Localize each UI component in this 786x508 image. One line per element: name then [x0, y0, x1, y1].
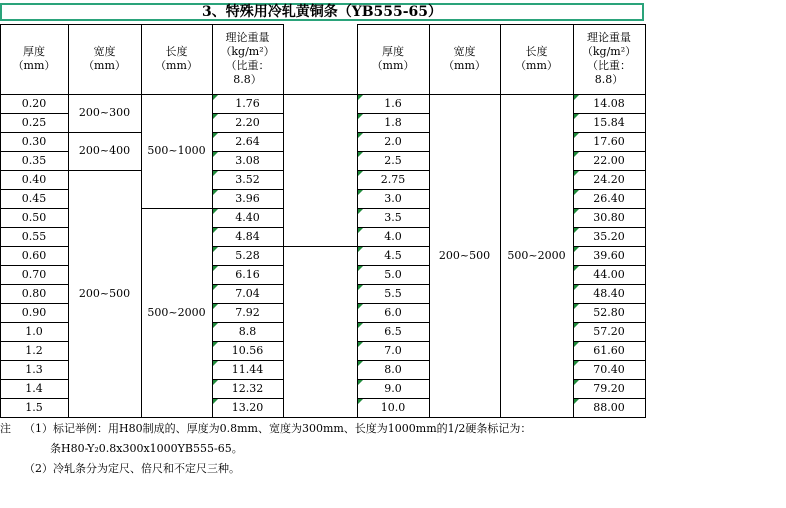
grid-line: [0, 322, 69, 323]
grid-line: [357, 189, 430, 190]
table-cell-weight: 5.28: [235, 248, 260, 262]
table-cell-thickness: 6.5: [384, 324, 402, 338]
grid-line: [573, 303, 646, 304]
grid-line: [0, 113, 69, 114]
table-cell-width-group: 200~500: [438, 248, 491, 262]
comment-marker: [213, 342, 218, 347]
comment-marker: [213, 266, 218, 271]
grid-line: [0, 284, 69, 285]
table-cell-thickness: 0.70: [21, 267, 47, 281]
comment-marker: [358, 304, 363, 309]
note-prefix: 注: [0, 422, 11, 435]
comment-marker: [574, 228, 579, 233]
table-cell-thickness: 2.75: [380, 172, 406, 186]
table-cell-thickness: 1.0: [25, 324, 43, 338]
grid-line: [0, 151, 69, 152]
grid-line: [573, 246, 646, 247]
comment-marker: [358, 133, 363, 138]
comment-marker: [358, 209, 363, 214]
table-cell-thickness: 0.40: [21, 172, 47, 186]
table-cell-weight: 4.40: [235, 210, 260, 224]
comment-marker: [213, 209, 218, 214]
grid-line: [212, 113, 284, 114]
table-cell-thickness: 1.4: [25, 381, 43, 395]
grid-line: [0, 132, 69, 133]
table-cell-weight: 3.08: [235, 153, 260, 167]
table-cell-weight: 4.84: [235, 229, 260, 243]
grid-line: [283, 246, 358, 247]
table-cell-weight: 39.60: [593, 248, 625, 262]
comment-marker: [358, 285, 363, 290]
grid-line: [68, 132, 142, 133]
table-cell-weight: 3.52: [235, 172, 260, 186]
table-cell-width-group: 200~400: [78, 144, 131, 157]
grid-line: [357, 132, 430, 133]
grid-line: [68, 170, 142, 171]
table-cell-thickness: 1.8: [384, 115, 402, 129]
table-cell-weight: 14.08: [593, 96, 625, 110]
table-cell-thickness: 0.45: [21, 191, 47, 205]
grid-line: [357, 151, 430, 152]
grid-line: [212, 341, 284, 342]
header-length-left: 长度 （mm）: [155, 45, 198, 72]
grid-line: [212, 265, 284, 266]
table-cell-weight: 11.44: [231, 362, 264, 376]
comment-marker: [213, 228, 218, 233]
comment-marker: [574, 342, 579, 347]
table-cell-weight: 70.40: [593, 362, 625, 376]
grid-line: [573, 113, 646, 114]
comment-marker: [213, 380, 218, 385]
grid-line: [141, 208, 213, 209]
header-thickness-left: 厚度 （mm）: [12, 45, 56, 72]
table-cell-thickness: 4.0: [384, 229, 402, 243]
grid-line: [573, 341, 646, 342]
grid-line: [0, 417, 69, 418]
grid-line: [0, 24, 1, 418]
grid-line: [0, 265, 69, 266]
grid-line: [573, 417, 646, 418]
table-cell-thickness: 0.35: [21, 153, 47, 167]
grid-line: [429, 417, 574, 418]
table-cell-thickness: 7.0: [384, 343, 402, 357]
grid-line: [357, 227, 430, 228]
table-cell-weight: 30.80: [593, 210, 625, 224]
header-width-left: 宽度 （mm）: [83, 45, 126, 72]
grid-line: [573, 360, 646, 361]
table-cell-thickness: 6.0: [384, 305, 402, 319]
table-cell-thickness: 1.5: [25, 400, 43, 414]
comment-marker: [574, 304, 579, 309]
comment-marker: [358, 361, 363, 366]
comment-marker: [213, 190, 218, 195]
table-cell-thickness: 4.5: [384, 248, 402, 262]
header-length-right: 长度 （mm）: [515, 45, 558, 72]
table-cell-thickness: 0.25: [21, 115, 47, 129]
grid-line: [573, 151, 646, 152]
grid-line: [573, 227, 646, 228]
table-cell-weight: 61.60: [593, 343, 625, 357]
comment-marker: [574, 133, 579, 138]
grid-line: [357, 360, 430, 361]
comment-marker: [574, 152, 579, 157]
grid-line: [212, 284, 284, 285]
table-cell-weight: 24.20: [593, 172, 625, 186]
table-cell-thickness: 2.5: [384, 153, 402, 167]
grid-line: [573, 189, 646, 190]
comment-marker: [358, 323, 363, 328]
table-cell-weight: 10.56: [231, 343, 264, 357]
comment-marker: [574, 190, 579, 195]
table-cell-length-group: 500~1000: [147, 144, 206, 157]
grid-line: [0, 24, 284, 25]
grid-line: [0, 379, 69, 380]
grid-line: [0, 398, 69, 399]
grid-line: [0, 246, 69, 247]
comment-marker: [358, 266, 363, 271]
table-cell-weight: 7.04: [235, 286, 260, 300]
table-cell-weight: 22.00: [593, 153, 625, 167]
table-cell-weight: 15.84: [593, 115, 625, 129]
grid-line: [573, 24, 574, 418]
comment-marker: [574, 171, 579, 176]
comment-marker: [213, 361, 218, 366]
comment-marker: [358, 114, 363, 119]
grid-line: [573, 398, 646, 399]
table-cell-weight: 88.00: [593, 400, 625, 414]
grid-line: [357, 379, 430, 380]
grid-line: [141, 24, 142, 418]
comment-marker: [358, 171, 363, 176]
grid-line: [0, 208, 69, 209]
table-cell-thickness: 8.0: [384, 362, 402, 376]
grid-line: [0, 341, 69, 342]
grid-line: [212, 246, 284, 247]
table-cell-width-group: 200~500: [78, 286, 131, 300]
comment-marker: [358, 95, 363, 100]
table-cell-width-group: 200~300: [78, 106, 131, 119]
table-cell-weight: 17.60: [593, 134, 625, 148]
table-cell-thickness: 1.2: [25, 343, 43, 357]
grid-line: [357, 208, 430, 209]
comment-marker: [574, 361, 579, 366]
grid-line: [283, 24, 284, 418]
note-line-1: （1）标记举例：用H80制成的、厚度为0.8mm、宽度为300mm、长度为1000mm的1/2硬条标记为：: [24, 422, 532, 435]
table-cell-thickness: 0.80: [21, 286, 47, 300]
grid-line: [645, 24, 646, 418]
grid-line: [212, 303, 284, 304]
comment-marker: [213, 247, 218, 252]
grid-line: [357, 322, 430, 323]
grid-line: [0, 360, 69, 361]
table-cell-thickness: 0.20: [21, 96, 47, 110]
grid-line: [0, 227, 69, 228]
grid-line: [357, 303, 430, 304]
grid-line: [212, 322, 284, 323]
grid-line: [0, 189, 69, 190]
grid-line: [212, 151, 284, 152]
grid-line: [573, 379, 646, 380]
note-line-2: 条H80-Y₂0.8x300x1000YB555-65。: [50, 442, 243, 455]
grid-line: [283, 417, 358, 418]
table-cell-weight: 35.20: [593, 229, 625, 243]
comment-marker: [358, 152, 363, 157]
comment-marker: [213, 152, 218, 157]
grid-line: [357, 417, 430, 418]
grid-line: [212, 417, 284, 418]
grid-line: [212, 398, 284, 399]
comment-marker: [213, 285, 218, 290]
table-cell-thickness: 0.60: [21, 248, 47, 262]
grid-line: [0, 94, 646, 95]
table-cell-thickness: 10.0: [380, 400, 406, 414]
grid-line: [357, 398, 430, 399]
header-width-right: 宽度 （mm）: [443, 45, 486, 72]
grid-line: [141, 417, 213, 418]
grid-line: [357, 265, 430, 266]
grid-line: [357, 24, 358, 418]
comment-marker: [574, 114, 579, 119]
comment-marker: [213, 114, 218, 119]
comment-marker: [358, 380, 363, 385]
grid-line: [212, 189, 284, 190]
table-cell-weight: 13.20: [231, 400, 264, 414]
comment-marker: [358, 247, 363, 252]
table-cell-thickness: 5.5: [384, 286, 402, 300]
table-cell-length-group: 500~2000: [507, 248, 566, 262]
comment-marker: [574, 247, 579, 252]
grid-line: [500, 24, 501, 418]
grid-line: [573, 322, 646, 323]
comment-marker: [213, 95, 218, 100]
comment-marker: [574, 380, 579, 385]
grid-line: [573, 265, 646, 266]
table-cell-thickness: 3.5: [384, 210, 402, 224]
grid-line: [357, 113, 430, 114]
comment-marker: [574, 95, 579, 100]
table-cell-thickness: 1.6: [384, 96, 402, 110]
header-thickness-right: 厚度 （mm）: [371, 45, 415, 72]
comment-marker: [358, 228, 363, 233]
table-cell-thickness: 1.3: [25, 362, 43, 376]
comment-marker: [574, 323, 579, 328]
comment-marker: [213, 133, 218, 138]
comment-marker: [358, 342, 363, 347]
table-cell-weight: 79.20: [593, 381, 625, 395]
grid-line: [212, 379, 284, 380]
table-cell-weight: 52.80: [593, 305, 625, 319]
table-cell-thickness: 5.0: [384, 267, 402, 281]
table-cell-weight: 48.40: [593, 286, 625, 300]
grid-line: [68, 417, 142, 418]
comment-marker: [574, 285, 579, 290]
grid-line: [357, 284, 430, 285]
table-cell-thickness: 0.55: [21, 229, 47, 243]
table-cell-length-group: 500~2000: [147, 305, 206, 319]
grid-line: [0, 303, 69, 304]
table-cell-weight: 7.92: [235, 305, 260, 319]
grid-line: [357, 24, 646, 25]
comment-marker: [358, 399, 363, 404]
table-cell-weight: 3.96: [235, 191, 260, 205]
grid-line: [212, 227, 284, 228]
table-cell-weight: 1.76: [235, 96, 260, 110]
grid-line: [429, 24, 430, 418]
note-line-3: （2）冷轧条分为定尺、倍尺和不定尺三种。: [24, 462, 240, 475]
grid-line: [357, 170, 430, 171]
table-cell-weight: 8.8: [238, 324, 257, 338]
table-cell-weight: 6.16: [235, 267, 260, 281]
table-cell-thickness: 9.0: [384, 381, 402, 395]
table-cell-thickness: 0.50: [21, 210, 47, 224]
grid-line: [212, 360, 284, 361]
table-title: 3、特殊用冷轧黄铜条（YB555-65）: [0, 3, 644, 21]
comment-marker: [358, 190, 363, 195]
table-cell-weight: 26.40: [593, 191, 625, 205]
grid-line: [573, 208, 646, 209]
table-cell-thickness: 2.0: [384, 134, 402, 148]
table-cell-weight: 57.20: [593, 324, 625, 338]
table-cell-thickness: 0.30: [21, 134, 47, 148]
grid-line: [0, 170, 69, 171]
comment-marker: [213, 304, 218, 309]
table-cell-weight: 12.32: [231, 381, 264, 395]
grid-line: [212, 24, 213, 418]
grid-line: [212, 170, 284, 171]
grid-line: [68, 24, 69, 418]
header-weight-left: 理论重量 （kg/m²） （比重： 8.8）: [220, 31, 275, 86]
comment-marker: [213, 399, 218, 404]
grid-line: [212, 132, 284, 133]
comment-marker: [213, 171, 218, 176]
grid-line: [357, 246, 430, 247]
comment-marker: [574, 266, 579, 271]
grid-line: [573, 170, 646, 171]
table-cell-weight: 2.64: [235, 134, 260, 148]
table-cell-thickness: 3.0: [384, 191, 402, 205]
grid-line: [573, 132, 646, 133]
grid-line: [212, 208, 284, 209]
table-cell-weight: 44.00: [593, 267, 625, 281]
comment-marker: [574, 209, 579, 214]
comment-marker: [213, 323, 218, 328]
grid-line: [357, 341, 430, 342]
header-weight-right: 理论重量 （kg/m²） （比重： 8.8）: [581, 31, 637, 86]
table-cell-thickness: 0.90: [21, 305, 47, 319]
table-cell-weight: 2.20: [235, 115, 260, 129]
comment-marker: [574, 399, 579, 404]
grid-line: [573, 284, 646, 285]
